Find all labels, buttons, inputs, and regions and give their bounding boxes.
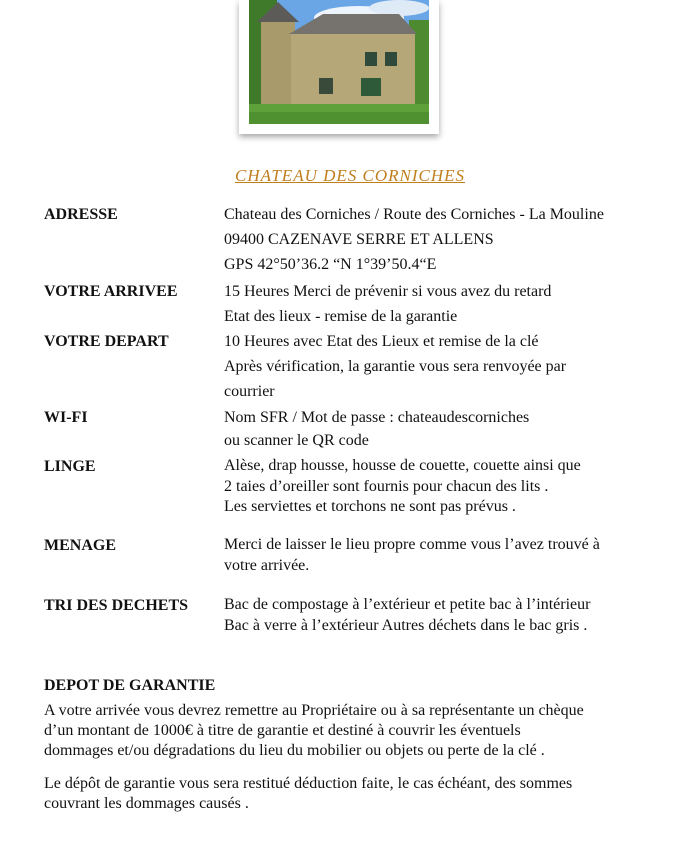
row-label: LINGE bbox=[44, 458, 96, 475]
value-line: Etat des lieux - remise de la garantie bbox=[224, 308, 458, 325]
row-label: ADRESSE bbox=[44, 206, 118, 223]
paragraph-line: A votre arrivée vous devrez remettre au Propriétaire ou à sa représentante un chèque bbox=[44, 702, 584, 719]
page-title: CHATEAU DES CORNICHES bbox=[234, 166, 466, 185]
value-line: Nom SFR / Mot de passe : chateaudescorniches bbox=[224, 409, 530, 426]
value-line: Après vérification, la garantie vous sera renvoyée par bbox=[224, 358, 567, 375]
value-line: 2 taies d’oreiller sont fournis pour chacun des lits . bbox=[224, 477, 549, 495]
paragraph-line: Le dépôt de garantie vous sera restitué déduction faite, le cas échéant, des sommes bbox=[44, 775, 573, 792]
value-line: votre arrivée. bbox=[224, 556, 310, 574]
row-value bbox=[224, 279, 664, 329]
row-value bbox=[224, 535, 664, 576]
paragraph-line: d’un montant de 1000€ à titre de garantie et destiné à couvrir les éventuels bbox=[44, 722, 521, 739]
value-line: courrier bbox=[224, 383, 275, 400]
value-line: 15 Heures Merci de prévenir si vous avez du retard bbox=[224, 283, 552, 300]
value-line: Alèse, drap housse, housse de couette, couette ainsi que bbox=[224, 457, 581, 474]
deposit-paragraph-2 bbox=[44, 774, 654, 814]
value-line: Merci de laisser le lieu propre comme vous l’avez trouvé à bbox=[224, 536, 600, 553]
value-line: Les serviettes et torchons ne sont pas prévus . bbox=[224, 498, 516, 515]
chateau-photo bbox=[249, 0, 429, 124]
row-value bbox=[224, 405, 664, 452]
value-line: GPS 42°50’36.2 “N 1°39’50.4“E bbox=[224, 256, 437, 273]
value-line: Chateau des Corniches / Route des Corniches - La Mouline bbox=[224, 206, 604, 223]
value-line: 09400 CAZENAVE SERRE ET ALLENS bbox=[224, 231, 494, 248]
deposit-paragraph-1 bbox=[44, 701, 654, 761]
value-line: ou scanner le QR code bbox=[224, 432, 369, 449]
row-value bbox=[224, 202, 664, 277]
row-value bbox=[224, 329, 664, 404]
row-label: VOTRE DEPART bbox=[44, 333, 169, 350]
value-line: Bac de compostage à l’extérieur et petite bac à l’intérieur bbox=[224, 596, 591, 613]
row-label: WI-FI bbox=[44, 409, 88, 426]
deposit-title: DEPOT DE GARANTIE bbox=[44, 677, 216, 694]
value-line: 10 Heures avec Etat des Lieux et remise de la clé bbox=[224, 333, 539, 350]
row-value bbox=[224, 456, 664, 518]
row-label: TRI DES DECHETS bbox=[44, 597, 189, 614]
chateau-photo-frame bbox=[239, 0, 439, 134]
row-value bbox=[224, 595, 664, 636]
paragraph-line: dommages et/ou dégradations du lieu du mobilier ou objets ou perte de la clé . bbox=[44, 742, 545, 759]
value-line: Bac à verre à l’extérieur Autres déchets dans le bac gris . bbox=[224, 616, 588, 634]
row-label: VOTRE ARRIVEE bbox=[44, 283, 178, 300]
paragraph-line: couvrant les dommages causés . bbox=[44, 795, 249, 812]
row-label: MENAGE bbox=[44, 537, 116, 554]
